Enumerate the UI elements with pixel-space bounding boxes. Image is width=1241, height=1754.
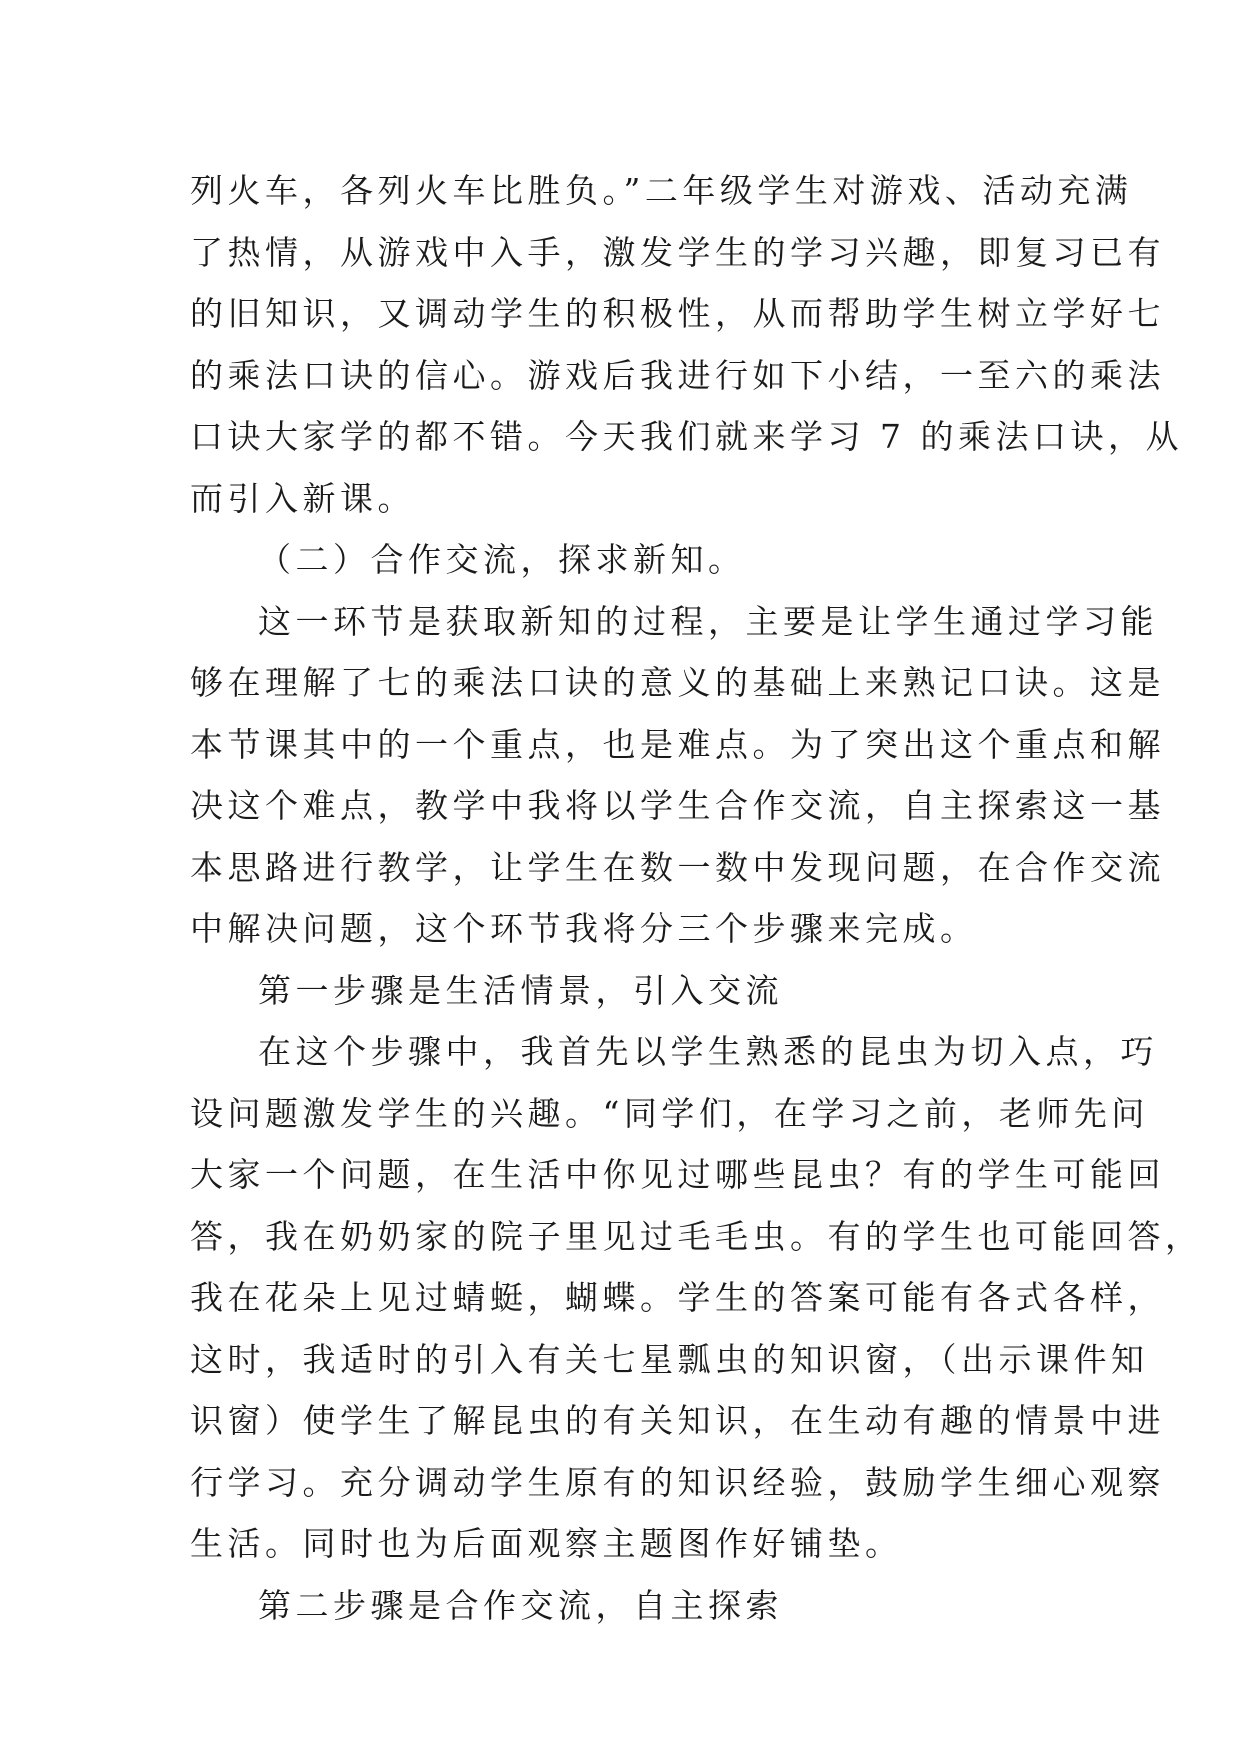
text-line: 这时，我适时的引入有关七星瓢虫的知识窗，（出示课件知 (190, 1339, 1149, 1379)
paragraph-game-summary (190, 160, 1183, 529)
text-line: 在这个步骤中，我首先以学生熟悉的昆虫为切入点，巧 (258, 1032, 1158, 1071)
step-heading-text: 第二步骤是合作交流，自主探索 (258, 1585, 783, 1625)
text-line: 大家一个问题，在生活中你见过哪些昆虫？有的学生可能回 (190, 1155, 1165, 1194)
step-two-heading (190, 1575, 1050, 1637)
section-heading-text: （二）合作交流，探求新知。 (258, 540, 746, 579)
text-line: 本节课其中的一个重点，也是难点。为了突出这个重点和解 (190, 724, 1165, 764)
text-line: 本思路进行教学，让学生在数一数中发现问题，在合作交流 (190, 847, 1165, 887)
text-line: 中解决问题，这个环节我将分三个步骤来完成。 (190, 909, 978, 948)
text-line: 设问题激发学生的兴趣。“同学们，在学习之前，老师先问 (190, 1093, 1149, 1133)
text-line: 我在花朵上见过蜻蜓，蝴蝶。学生的答案可能有各式各样， (190, 1278, 1165, 1317)
document-body (190, 160, 1203, 1636)
text-line: 生活。同时也为后面观察主题图作好铺垫。 (190, 1524, 903, 1563)
text-line: 而引入新课。 (190, 478, 415, 518)
text-line: 口诀大家学的都不错。今天我们就来学习 7 的乘法口诀，从 (190, 417, 1183, 456)
text-line: 了热情，从游戏中入手，激发学生的学习兴趣，即复习已有 (190, 232, 1165, 272)
text-line: 列火车，各列火车比胜负。”二年级学生对游戏、活动充满 (190, 171, 1133, 210)
text-line: 够在理解了七的乘法口诀的意义的基础上来熟记口诀。这是 (190, 663, 1165, 702)
text-line: 识窗）使学生了解昆虫的有关知识，在生动有趣的情景中进 (190, 1401, 1165, 1440)
text-line: 行学习。充分调动学生原有的知识经验，鼓励学生细心观察 (190, 1462, 1165, 1502)
text-line: 这一环节是获取新知的过程，主要是让学生通过学习能 (258, 601, 1158, 641)
text-line: 答，我在奶奶家的院子里见过毛毛虫。有的学生也可能回答， (190, 1216, 1203, 1256)
text-line: 的乘法口诀的信心。游戏后我进行如下小结，一至六的乘法 (190, 355, 1165, 395)
section-heading (190, 529, 1050, 591)
step-one-heading (190, 960, 1050, 1022)
step-heading-text: 第一步骤是生活情景，引入交流 (258, 970, 783, 1010)
paragraph-new-knowledge (190, 591, 1165, 960)
text-line: 决这个难点，教学中我将以学生合作交流，自主探索这一基 (190, 786, 1165, 825)
text-line: 的旧知识，又调动学生的积极性，从而帮助学生树立学好七 (190, 294, 1165, 333)
paragraph-insects (190, 1021, 1203, 1575)
